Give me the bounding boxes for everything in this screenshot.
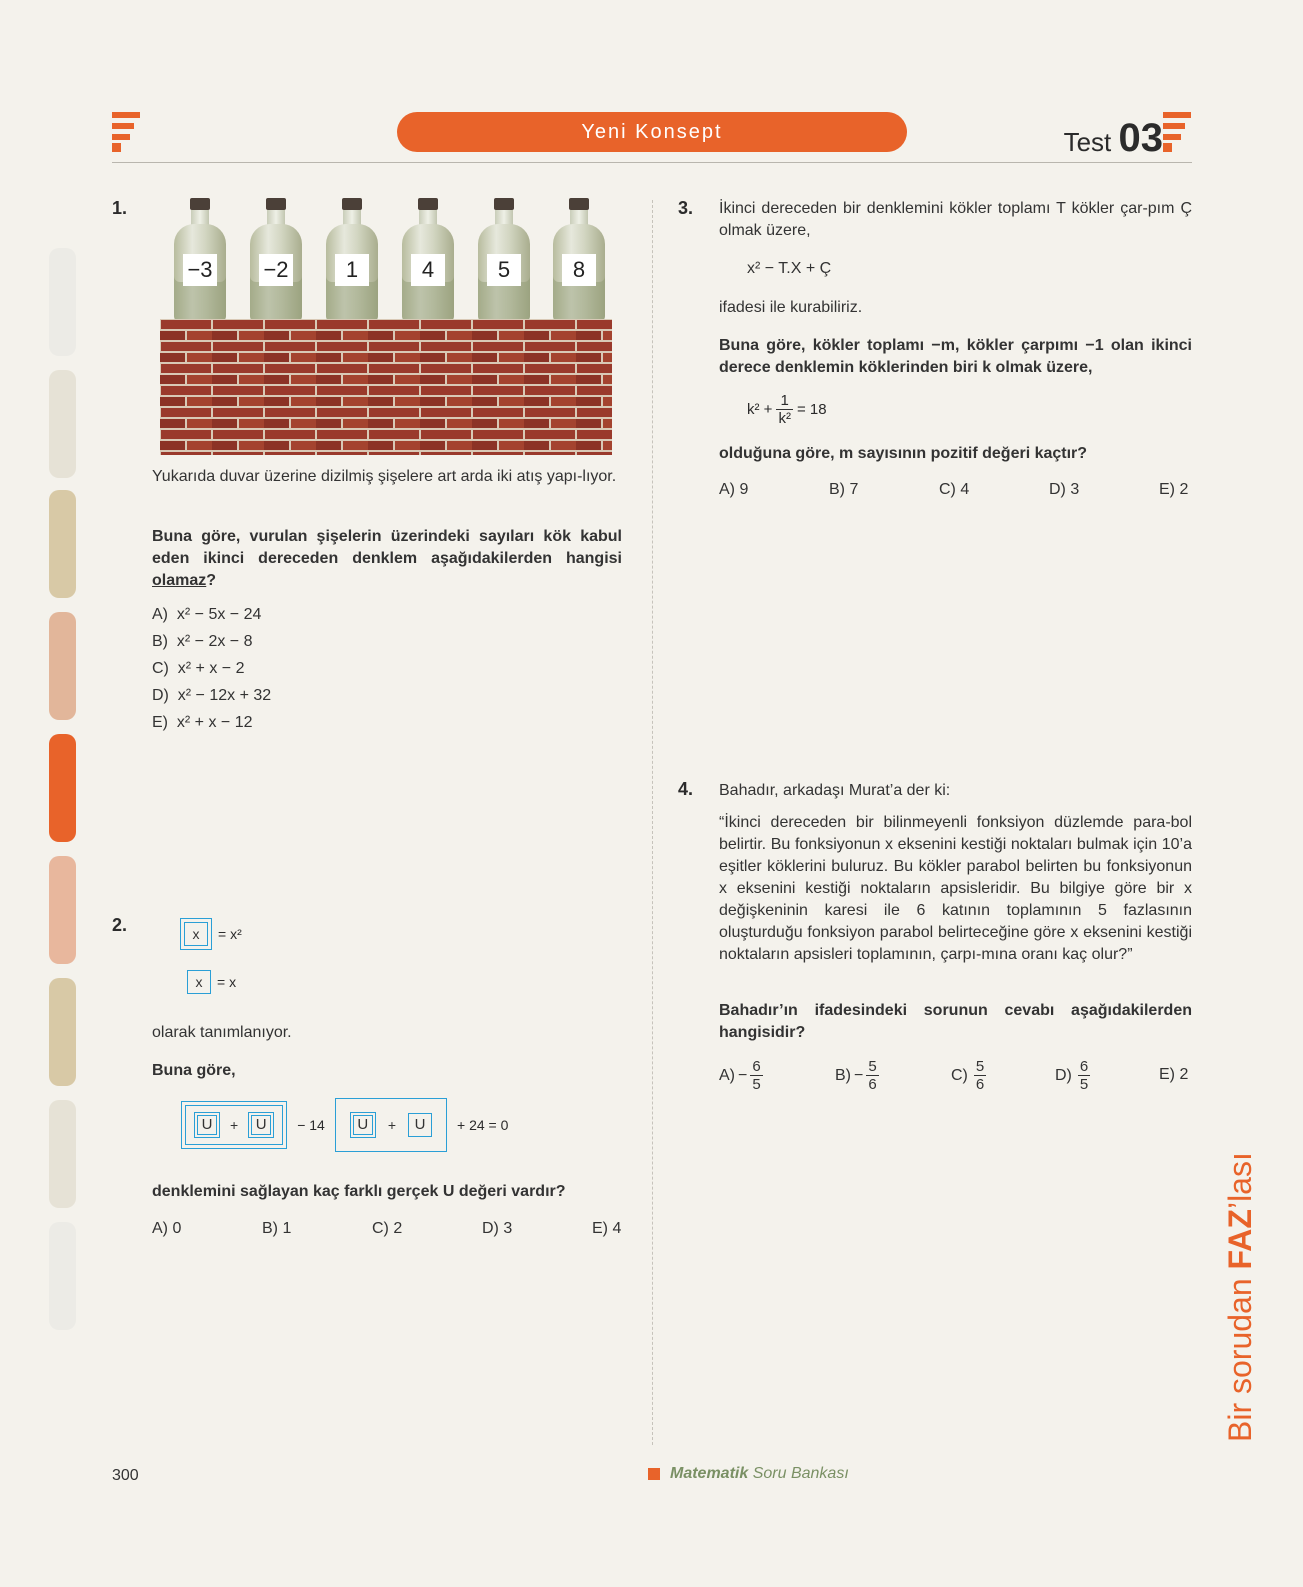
q3-option-a[interactable]: A) 9 (719, 481, 749, 498)
footer-title: Soru Bankası (752, 1465, 849, 1482)
q2-option-d[interactable]: D) 3 (482, 1220, 513, 1237)
side-tab-9 (49, 1222, 76, 1330)
eq-tail: + 24 = 0 (457, 1117, 509, 1133)
q1-option-b-letter: B) (152, 633, 168, 650)
side-tab-6 (49, 856, 76, 964)
footer-square-icon (648, 1468, 660, 1480)
q4-option-d-num: 6 (1079, 1058, 1089, 1075)
bottle-3 (326, 198, 378, 322)
q4-option-a[interactable] (719, 1058, 763, 1093)
q1-option-e-letter: E) (152, 714, 168, 731)
page-number: 300 (112, 1467, 139, 1484)
side-tab-3 (49, 490, 76, 598)
q4-option-b-fraction (866, 1058, 878, 1093)
q1-question-main: Buna göre, vurulan şişelerin üzerindeki sayıları kök kabul eden ikinci dereceden denklem aşağıdakilerden hangisi (152, 528, 622, 567)
q4-option-e[interactable] (1159, 1066, 1188, 1084)
eq-box-u1-outer (194, 1112, 220, 1138)
test-label (1064, 116, 1163, 161)
q1-question-underlined: olamaz (152, 572, 207, 589)
test-number: 03 (1118, 116, 1163, 160)
single-box-var: x (187, 970, 211, 994)
brick-wall-illustration (160, 319, 612, 455)
q3-option-d[interactable]: D) 3 (1049, 481, 1080, 498)
bottle-4-label: 4 (411, 254, 445, 286)
brand-logo-left (112, 112, 142, 152)
q4-option-e-letter: E) (1159, 1066, 1175, 1083)
side-tab-2 (49, 370, 76, 478)
side-tab-7 (49, 978, 76, 1086)
q3-option-c[interactable]: C) 4 (939, 481, 970, 498)
q1-question-end: ? (206, 572, 217, 589)
q3-equation (747, 392, 827, 427)
q1-option-c[interactable] (152, 660, 244, 678)
q1-option-d-letter: D) (152, 687, 169, 704)
question-3-number: 3. (678, 198, 694, 218)
q4-option-c-den: 6 (975, 1076, 985, 1093)
footer-subject: Matematik (670, 1465, 749, 1482)
double-box-var: x (184, 922, 208, 946)
q4-option-b-sign: − (854, 1066, 864, 1084)
q4-question: Bahadır’ın ifadesindeki sorunun cevabı aşağıdakilerden hangisidir? (719, 1002, 1192, 1041)
q2-lead: Buna göre, (152, 1062, 236, 1079)
q4-option-b-num: 5 (868, 1058, 877, 1075)
q2-option-a[interactable]: A) 0 (152, 1220, 182, 1237)
q4-option-d-den: 5 (1079, 1076, 1089, 1093)
q2-defined-text: olarak tanımlanıyor. (152, 1024, 292, 1041)
question-1-number: 1. (112, 198, 128, 218)
q3-intro-text: İkinci dereceden bir denklemini kökler toplamı T kökler çar-pım Ç olmak üzere, (719, 200, 1192, 239)
q1-intro-text: Yukarıda duvar üzerine dizilmiş şişelere art arda iki atış yapı-lıyor. (152, 468, 617, 485)
eq-box-u1: U (197, 1115, 217, 1135)
q3-eq-den: k² (778, 410, 791, 427)
q4-option-a-sign: − (738, 1066, 748, 1084)
q3-eq-fraction (776, 392, 793, 427)
q1-option-b-text: x² − 2x − 8 (176, 633, 253, 650)
footer-book-title (670, 1465, 849, 1483)
bottle-6 (553, 198, 605, 322)
eq-box-u4: U (408, 1113, 432, 1137)
header-rule (112, 162, 1192, 163)
q4-option-b-letter: B) (835, 1066, 851, 1084)
q1-option-a[interactable] (152, 606, 261, 624)
eq-box-u3-outer (350, 1112, 376, 1138)
q3-eq-num: 1 (776, 392, 793, 410)
q1-option-c-text: x² + x − 2 (177, 660, 245, 677)
q1-option-b[interactable] (152, 633, 252, 651)
side-tab-8 (49, 1100, 76, 1208)
q4-intro-text: Bahadır, arkadaşı Murat’a der ki: (719, 782, 951, 799)
test-prefix: Test (1063, 127, 1112, 157)
bottle-4 (402, 198, 454, 322)
q3-text-2: ifadesi ile kurabiliriz. (719, 299, 863, 316)
banner-title: Yeni Konsept (581, 120, 723, 143)
q4-option-c-fraction (974, 1058, 986, 1093)
eq-box-u3: U (353, 1115, 373, 1135)
q4-option-a-num: 6 (752, 1058, 761, 1075)
eq-plus-2: + (387, 1117, 397, 1133)
q1-option-d-text: x² − 12x + 32 (177, 687, 272, 704)
double-box-outer (180, 918, 212, 950)
q4-option-c-num: 5 (975, 1058, 985, 1075)
brand-logo-right (1163, 112, 1193, 152)
q4-quote: “İkinci dereceden bir bilinmeyenli fonksiyon düzlemde para-bol belirtir. Bu fonksiyonun x eksenini kestiği noktaları bulmak için 10’a eşitler köklerini buluruz. Bu kökler parabol belirten bu fonksiyonun x eksenini kestiği noktaların apsisleridir. Bu bilgiye göre bir x değişkeninin karesi ile 6 katının toplamının 5 fazlasının oluşturduğu fonksiyon parabol belirteceğine göre x eksenini kestiği noktaların apsisleri toplamının, çarpı-mına oranı kaç olur?” (719, 814, 1192, 963)
slogan-post: ’lası (1222, 1152, 1258, 1210)
eq-minus-14: − 14 (297, 1117, 325, 1133)
eq-group1-outer (181, 1101, 287, 1149)
bottle-1-label: −3 (183, 254, 217, 286)
q1-option-c-letter: C) (152, 660, 169, 677)
q3-eq-left: k² + (747, 401, 773, 418)
q4-option-a-den: 5 (752, 1076, 761, 1093)
q3-eq-right: = 18 (796, 401, 827, 418)
side-tab-5 (49, 734, 76, 842)
side-tab-4 (49, 612, 76, 720)
q4-option-c-letter: C) (951, 1066, 968, 1084)
q1-option-a-text: x² − 5x − 24 (176, 606, 262, 623)
side-tab-1 (49, 248, 76, 356)
q4-option-c[interactable] (951, 1058, 986, 1093)
q4-option-a-fraction (750, 1058, 762, 1093)
bottle-5 (478, 198, 530, 322)
bottle-2-label: −2 (259, 254, 293, 286)
bottle-6-label: 8 (562, 254, 596, 286)
eq-group2 (335, 1098, 447, 1152)
q1-option-e[interactable] (152, 714, 252, 732)
q2-equation (181, 1098, 508, 1152)
eq-group1-inner (185, 1105, 283, 1145)
q3-option-e[interactable]: E) 2 (1159, 481, 1189, 498)
q1-question (152, 526, 622, 592)
q2-definition-double-box (180, 918, 242, 950)
bottle-2 (250, 198, 302, 322)
eq-plus-1: + (230, 1117, 239, 1133)
q4-option-d-fraction (1078, 1058, 1090, 1093)
def1-rhs: = x² (218, 926, 242, 942)
q4-option-d-letter: D) (1055, 1066, 1072, 1084)
q3-question-2: olduğuna göre, m sayısının pozitif değeri kaçtır? (719, 445, 1088, 462)
eq-box-u2-outer (248, 1112, 274, 1138)
q4-option-e-text: 2 (1179, 1066, 1189, 1083)
q1-option-e-text: x² + x − 12 (176, 714, 253, 731)
q4-option-b[interactable] (835, 1058, 879, 1093)
q1-option-a-letter: A) (152, 606, 168, 623)
question-2-number: 2. (112, 915, 128, 935)
bottle-1 (174, 198, 226, 322)
bottle-3-label: 1 (335, 254, 369, 286)
q2-definition-single-box (187, 970, 236, 994)
q4-option-b-den: 6 (868, 1076, 877, 1093)
q4-option-a-letter: A) (719, 1066, 735, 1084)
vertical-slogan (1222, 1152, 1259, 1442)
slogan-pre: Bir sorudan (1222, 1269, 1258, 1442)
q2-option-c[interactable]: C) 2 (372, 1220, 403, 1237)
q2-option-e[interactable]: E) 4 (592, 1220, 622, 1237)
header-banner (397, 112, 907, 152)
q1-option-d[interactable] (152, 687, 271, 705)
slogan-brand: FAZ (1222, 1209, 1258, 1270)
bottle-5-label: 5 (487, 254, 521, 286)
q3-expression: x² − T.X + Ç (747, 260, 832, 277)
column-divider (652, 200, 653, 1445)
q3-option-b[interactable]: B) 7 (829, 481, 859, 498)
q2-option-b[interactable]: B) 1 (262, 1220, 292, 1237)
eq-box-u2: U (251, 1115, 271, 1135)
q2-question: denklemini sağlayan kaç farklı gerçek U değeri vardır? (152, 1183, 566, 1200)
q3-question: Buna göre, kökler toplamı −m, kökler çarpımı −1 olan ikinci derece denklemin köklerinden biri k olmak üzere, (719, 337, 1192, 376)
q4-option-d[interactable] (1055, 1058, 1090, 1093)
question-4-number: 4. (678, 779, 694, 799)
def2-rhs: = x (217, 974, 237, 990)
